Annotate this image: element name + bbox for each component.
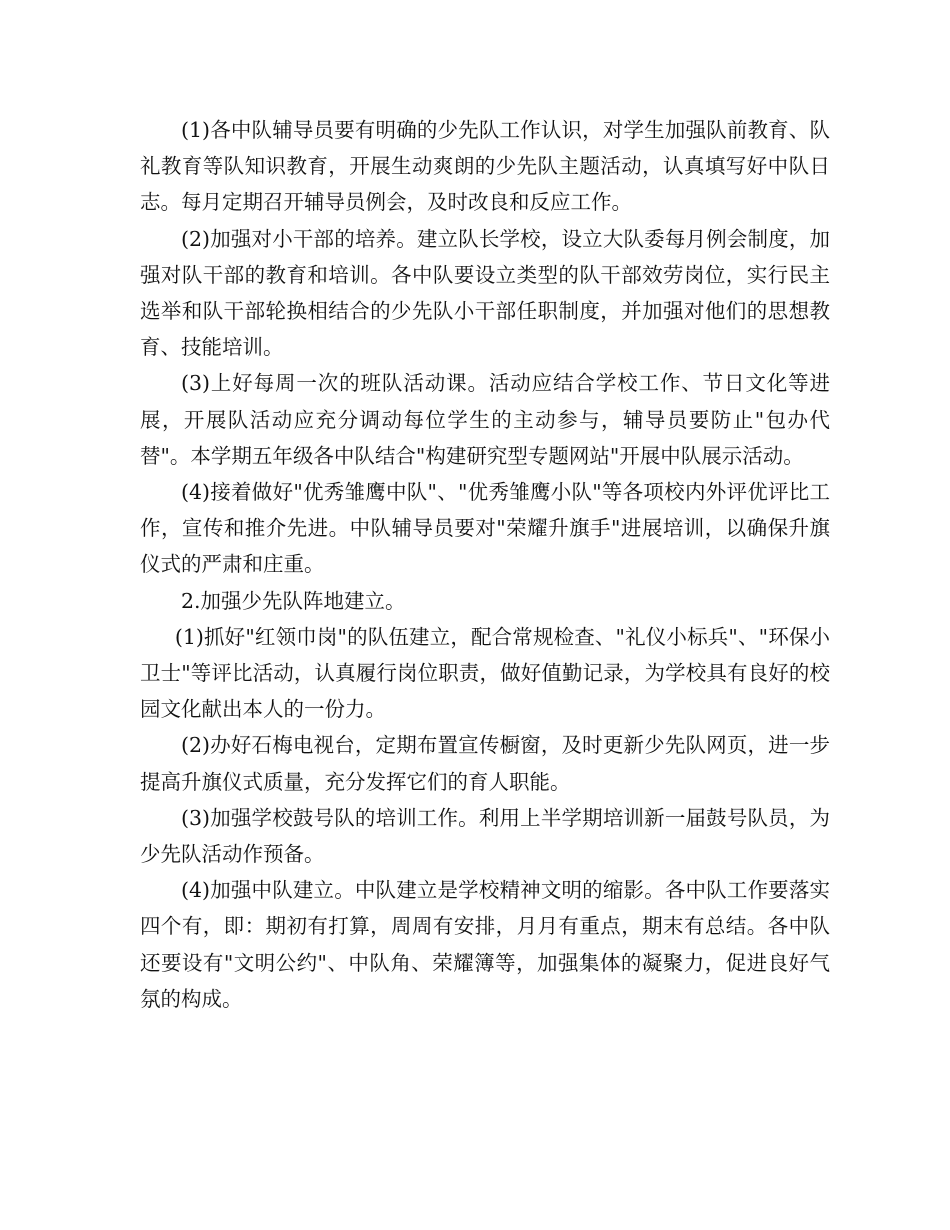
paragraph-4: (4)接着做好"优秀雏鹰中队"、"优秀雏鹰小队"等各项校内外评优评比工作，宣传和推介先进。中队辅导员要对"荣耀升旗手"进展培训，以确保升旗仪式的严肃和庄重。 xyxy=(140,480,830,577)
paragraph-1: (1)各中队辅导员要有明确的少先队工作认识，对学生加强队前教育、队礼教育等队知识教育，开展生动爽朗的少先队主题活动，认真填写好中队日志。每月定期召开辅导员例会，及时改良和反应工作。 xyxy=(140,118,830,215)
paragraph-7: (3)加强学校鼓号队的培训工作。利用上半学期培训新一届鼓号队员，为少先队活动作预备。 xyxy=(140,805,830,867)
paragraph-5: (1)抓好"红领巾岗"的队伍建立，配合常规检查、"礼仪小标兵"、"环保小卫士"等评比活动，认真履行岗位职责，做好值勤记录，为学校具有良好的校园文化献出本人的一份力。 xyxy=(140,624,830,722)
paragraph-8: (4)加强中队建立。中队建立是学校精神文明的缩影。各中队工作要落实四个有，即：期初有打算，周周有安排，月月有重点，期末有总结。各中队还要设有"文明公约"、中队角、荣耀簿等，加强集体的凝聚力，促进良好气氛的构成。 xyxy=(140,878,830,1011)
paragraph-2: (2)加强对小干部的培养。建立队长学校，设立大队委每月例会制度，加强对队干部的教育和培训。各中队要设立类型的队干部效劳岗位，实行民主选举和队干部轮换相结合的少先队小干部任职制度，并加强对他们的思想教育、技能培训。 xyxy=(140,226,830,360)
document-body xyxy=(140,112,830,1017)
paragraph-6: (2)办好石梅电视台，定期布置宣传橱窗，及时更新少先队网页，进一步提高升旗仪式质量，充分发挥它们的育人职能。 xyxy=(140,733,830,794)
section-heading: 2.加强少先队阵地建立。 xyxy=(181,588,406,613)
paragraph-3: (3)上好每周一次的班队活动课。活动应结合学校工作、节日文化等进展，开展队活动应充分调动每位学生的主动参与，辅导员要防止"包办代替"。本学期五年级各中队结合"构建研究型专题网站"开展中队展示活动。 xyxy=(140,371,830,468)
